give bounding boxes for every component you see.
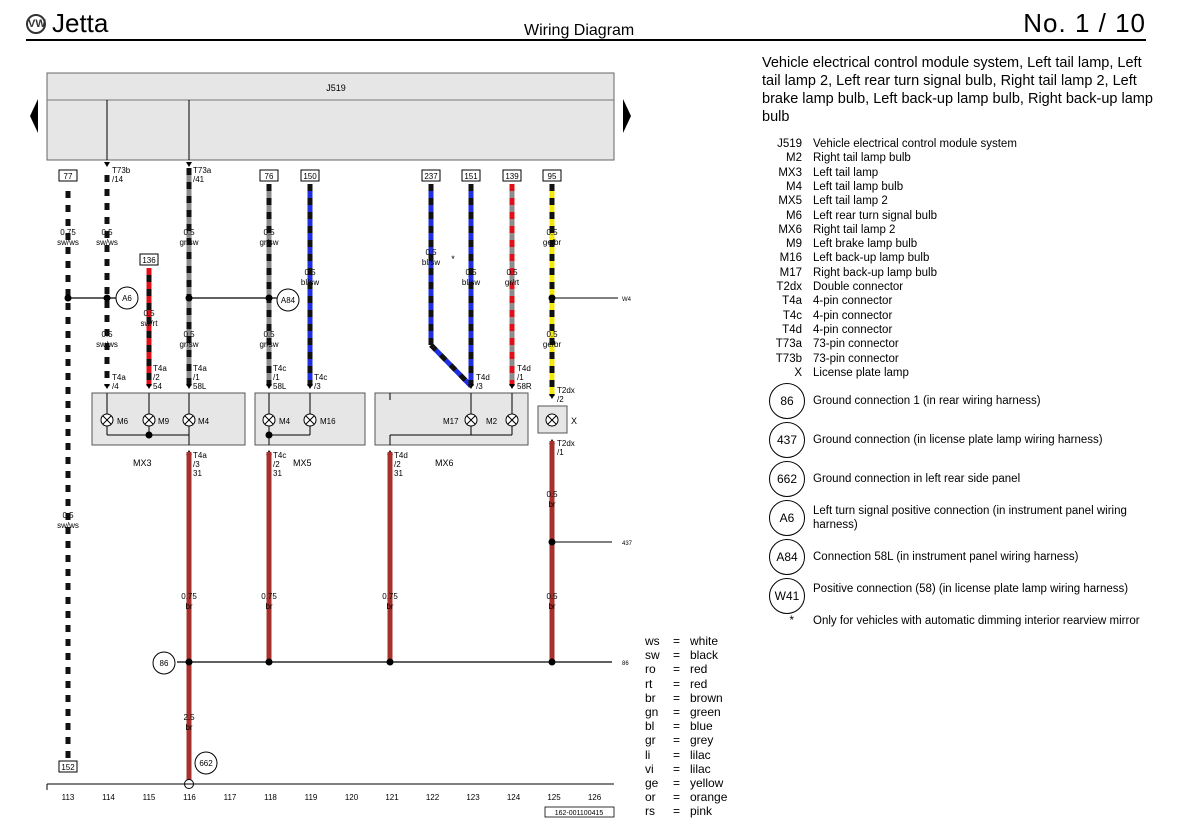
connector-arrow-icon bbox=[266, 384, 272, 389]
bulb-label: M9 bbox=[158, 417, 170, 426]
connector-name: T4d bbox=[394, 451, 408, 460]
connector-arrow-icon bbox=[146, 384, 152, 389]
color-abbrev: vi bbox=[645, 761, 654, 776]
wire-color: sw/rt bbox=[140, 319, 158, 328]
column-number: 113 bbox=[61, 793, 75, 802]
color-abbrev: or bbox=[645, 790, 656, 805]
column-number: 123 bbox=[466, 793, 480, 802]
circle-node-label: A6 bbox=[122, 294, 132, 303]
connector-arrow-icon bbox=[104, 162, 110, 167]
ref-box-label: 237 bbox=[424, 172, 438, 181]
color-name: brown bbox=[690, 690, 723, 705]
circle-node-label: 662 bbox=[199, 759, 213, 768]
component-label: MX6 bbox=[435, 458, 454, 468]
legend-connection-text: Left turn signal positive connection (in instrument panel wiring harness) bbox=[813, 505, 1127, 531]
connector-name: T4d bbox=[517, 364, 531, 373]
equals-sign: = bbox=[673, 733, 681, 748]
wire-gauge: 0.5 bbox=[546, 592, 558, 601]
connector-name: T4a bbox=[193, 451, 207, 460]
asterisk-mark: * bbox=[451, 254, 455, 264]
legend-text: Left tail lamp bbox=[813, 166, 879, 179]
connector-pin: 54 bbox=[153, 382, 162, 391]
column-number: 122 bbox=[425, 793, 440, 802]
wire-gauge: 0.5 bbox=[304, 268, 316, 277]
column-number: 121 bbox=[385, 793, 399, 802]
color-name: green bbox=[690, 705, 721, 719]
legend-code: T4a bbox=[782, 295, 802, 308]
legend-text: 4-pin connector bbox=[813, 323, 893, 336]
connector-arrow-icon bbox=[549, 394, 555, 399]
connector-pin: /2 bbox=[394, 460, 401, 469]
equals-sign: = bbox=[673, 690, 681, 705]
wire-gauge: 0.75 bbox=[261, 592, 277, 601]
legend-connection-circle: W41 bbox=[769, 578, 805, 614]
legend-connection-circle: 86 bbox=[769, 383, 805, 419]
connector-pin: 31 bbox=[273, 469, 282, 478]
wire-gauge: 0.75 bbox=[60, 228, 76, 237]
wire-gauge: 0.5 bbox=[183, 330, 195, 339]
color-name: red bbox=[690, 676, 708, 691]
wire-gauge: 0.75 bbox=[382, 592, 398, 601]
equals-sign: = bbox=[673, 776, 681, 790]
legend-text: Right tail lamp bulb bbox=[813, 152, 911, 165]
connector-arrow-icon bbox=[307, 384, 313, 389]
legend-text: Vehicle electrical control module system bbox=[813, 138, 1017, 150]
legend-code: MX3 bbox=[778, 166, 802, 179]
legend-code: MX5 bbox=[778, 195, 802, 208]
wire-color: gr/sw bbox=[259, 238, 279, 247]
legend-code: M6 bbox=[786, 209, 802, 222]
legend-text: 73-pin connector bbox=[813, 352, 899, 365]
ref-box-label: 151 bbox=[464, 172, 478, 181]
legend-code: M4 bbox=[786, 180, 802, 193]
connector-name: T4d bbox=[476, 373, 490, 382]
footnote-text: Only for vehicles with automatic dimming interior rearview mirror bbox=[813, 615, 1140, 627]
legend-connection-circle: 437 bbox=[769, 422, 805, 458]
edge-label: 437 bbox=[622, 541, 633, 547]
legend-connection-text: Positive connection (58) (in license plate lamp wiring harness) bbox=[813, 583, 1129, 595]
vw-logo-icon: VW bbox=[26, 14, 46, 34]
page-number: No. 1 / 10 bbox=[1023, 8, 1146, 38]
ref-box-label: 136 bbox=[142, 256, 156, 265]
legend-code: T73b bbox=[775, 352, 802, 365]
wire-color: gr/sw bbox=[179, 340, 199, 349]
column-number: 116 bbox=[183, 793, 196, 802]
connector-pin: /4 bbox=[112, 382, 119, 391]
legend-connection-text: Connection 58L (in instrument panel wiring harness) bbox=[813, 551, 1079, 563]
legend-code: M2 bbox=[786, 152, 802, 165]
wire-gauge: 0.75 bbox=[181, 592, 197, 601]
legend-code: T4c bbox=[782, 309, 802, 322]
legend-text: 73-pin connector bbox=[813, 338, 899, 351]
wire-color: bl/sw bbox=[421, 258, 441, 267]
ref-box-label: 77 bbox=[63, 172, 73, 181]
color-abbrev: br bbox=[645, 690, 656, 705]
ref-box-label: 95 bbox=[547, 172, 557, 181]
junction-dot bbox=[549, 659, 556, 666]
component-label: MX5 bbox=[293, 458, 312, 468]
ref-box-label: 152 bbox=[61, 763, 75, 772]
column-number: 124 bbox=[506, 793, 521, 802]
wire-gauge: 0.5 bbox=[425, 248, 437, 257]
equals-sign: = bbox=[673, 662, 681, 677]
wire-color: bl/sw bbox=[300, 278, 320, 287]
ref-box-label: 139 bbox=[505, 172, 519, 181]
ref-box-label: 150 bbox=[303, 172, 317, 181]
connector-pin: /2 bbox=[153, 373, 160, 382]
legend-code: M9 bbox=[786, 238, 802, 251]
junction-dot bbox=[186, 659, 193, 666]
connector-pin: /14 bbox=[112, 175, 124, 184]
wire-gauge: 2.5 bbox=[183, 713, 195, 722]
legend-text: License plate lamp bbox=[813, 366, 909, 379]
wire-gauge: 0.5 bbox=[546, 330, 558, 339]
connector-name: T4a bbox=[153, 364, 167, 373]
color-name: red bbox=[690, 662, 708, 677]
wire-color: bl/sw bbox=[461, 278, 481, 287]
edge-label: 86 bbox=[622, 661, 629, 667]
equals-sign: = bbox=[673, 804, 681, 819]
connector-pin: /3 bbox=[476, 382, 483, 391]
equals-sign: = bbox=[673, 719, 681, 734]
column-number: 125 bbox=[547, 793, 561, 802]
equals-sign: = bbox=[673, 705, 681, 719]
connector-pin: /1 bbox=[273, 373, 280, 382]
arrow-left-icon bbox=[30, 99, 38, 133]
legend-connection-circle: A6 bbox=[769, 500, 805, 536]
bulb-label: M17 bbox=[443, 417, 459, 426]
connector-pin: /2 bbox=[273, 460, 280, 469]
legend-connection-text: Ground connection (in license plate lamp wiring harness) bbox=[813, 434, 1103, 446]
legend-text: Left rear turn signal bulb bbox=[813, 209, 938, 222]
color-abbrev: rs bbox=[645, 804, 655, 819]
legend-code: MX6 bbox=[778, 223, 802, 236]
legend-text: 4-pin connector bbox=[813, 309, 893, 322]
wire-color: ge/br bbox=[542, 340, 562, 349]
wire-color: gr/sw bbox=[179, 238, 199, 247]
bulb-label: X bbox=[571, 416, 578, 426]
wire-gauge: 0.5 bbox=[546, 228, 558, 237]
ref-box-label: 76 bbox=[264, 172, 274, 181]
connector-name: T2dx bbox=[557, 386, 575, 395]
wire-gauge: 0.5 bbox=[546, 490, 558, 499]
color-abbrev: gn bbox=[645, 705, 659, 719]
circle-node-label: 86 bbox=[159, 659, 169, 668]
equals-sign: = bbox=[673, 761, 681, 776]
wire-gauge: 0.5 bbox=[101, 330, 113, 339]
color-abbrev: ws bbox=[645, 634, 660, 648]
color-name: black bbox=[690, 648, 719, 663]
wire-color: gr/sw bbox=[259, 340, 279, 349]
legend-text: Left tail lamp 2 bbox=[813, 195, 888, 208]
arrow-right-icon bbox=[623, 99, 631, 133]
wire-gauge: 0.5 bbox=[101, 228, 113, 237]
connector-name: T4c bbox=[273, 451, 287, 460]
connector-pin: /1 bbox=[193, 373, 200, 382]
connector-arrow-icon bbox=[509, 384, 515, 389]
color-abbrev: li bbox=[645, 747, 651, 762]
equals-sign: = bbox=[673, 634, 681, 648]
legend-code: T73a bbox=[775, 338, 802, 351]
module-label: J519 bbox=[326, 83, 346, 93]
wire-color: sw/ws bbox=[57, 238, 79, 247]
connector-pin: 58L bbox=[193, 382, 207, 391]
bulb-label: M2 bbox=[486, 417, 498, 426]
brand-name: Jetta bbox=[52, 8, 109, 38]
legend-code: J519 bbox=[777, 138, 802, 150]
column-number: 115 bbox=[142, 793, 156, 802]
wire-gauge: 0.5 bbox=[62, 511, 74, 520]
bulb-label: M4 bbox=[198, 417, 210, 426]
wire-gauge: 0.5 bbox=[263, 228, 275, 237]
wire-color: sw/ws bbox=[57, 521, 79, 530]
wire-gauge: 0.5 bbox=[143, 309, 155, 318]
wire-color: br bbox=[265, 602, 273, 611]
footnote-mark: * bbox=[789, 615, 794, 627]
column-number: 114 bbox=[102, 793, 115, 802]
color-abbrev: ro bbox=[645, 662, 656, 677]
junction-dot bbox=[266, 295, 273, 302]
junction-dot bbox=[266, 659, 273, 666]
legend-text: Double connector bbox=[813, 281, 904, 293]
connector-name: T73a bbox=[193, 166, 212, 175]
legend-text: Right tail lamp 2 bbox=[813, 223, 896, 236]
equals-sign: = bbox=[673, 790, 681, 805]
equals-sign: = bbox=[673, 747, 681, 762]
junction-dot bbox=[387, 659, 394, 666]
color-name: yellow bbox=[690, 776, 724, 790]
legend-text: Right back-up lamp bulb bbox=[813, 266, 938, 279]
wire-color: br bbox=[185, 602, 193, 611]
ref-code: 162-001100415 bbox=[554, 810, 604, 817]
connector-arrow-icon bbox=[104, 384, 110, 389]
connector-pin: /3 bbox=[314, 382, 321, 391]
color-name: pink bbox=[690, 804, 713, 819]
connector-name: T4a bbox=[112, 373, 126, 382]
connector-arrow-icon bbox=[186, 384, 192, 389]
junction-dot bbox=[146, 432, 153, 439]
color-name: grey bbox=[690, 733, 714, 748]
connector-pin: 31 bbox=[394, 469, 403, 478]
connector-name: T4c bbox=[314, 373, 328, 382]
color-name: lilac bbox=[690, 747, 711, 762]
legend-code: T4d bbox=[782, 323, 802, 336]
equals-sign: = bbox=[673, 676, 681, 691]
wire-color: ge/br bbox=[542, 238, 562, 247]
connector-pin: 31 bbox=[193, 469, 202, 478]
connector-pin: /41 bbox=[193, 175, 205, 184]
connector-pin: /2 bbox=[557, 395, 564, 404]
column-number: 119 bbox=[304, 793, 318, 802]
legend-text: Left brake lamp bulb bbox=[813, 238, 918, 251]
wire-color: br bbox=[185, 723, 193, 732]
bulb-label: M4 bbox=[279, 417, 291, 426]
connector-pin: 58R bbox=[517, 382, 532, 391]
junction-dot bbox=[266, 432, 273, 439]
color-abbrev: bl bbox=[645, 719, 655, 734]
color-name: orange bbox=[690, 790, 728, 805]
component-label: MX3 bbox=[133, 458, 152, 468]
wire-gauge: 0.5 bbox=[183, 228, 195, 237]
column-number: 118 bbox=[264, 793, 277, 802]
connector-pin: /1 bbox=[517, 373, 524, 382]
connector-name: T4c bbox=[273, 364, 287, 373]
color-name: white bbox=[690, 634, 719, 648]
wire-gauge: 0.5 bbox=[263, 330, 275, 339]
legend-connection-text: Ground connection in left rear side panel bbox=[813, 473, 1021, 485]
edge-label: W4 bbox=[622, 297, 631, 303]
color-abbrev: gr bbox=[645, 733, 656, 748]
page-title: Wiring Diagram bbox=[524, 22, 635, 39]
column-number: 117 bbox=[223, 793, 237, 802]
circle-node-label: A84 bbox=[280, 296, 296, 305]
wire-color: br bbox=[386, 602, 394, 611]
color-abbrev: sw bbox=[645, 648, 660, 663]
wire-color: gr/rt bbox=[504, 278, 520, 287]
color-abbrev: ge bbox=[645, 776, 659, 790]
legend-code: M16 bbox=[779, 252, 802, 265]
legend-connection-circle: 662 bbox=[769, 461, 805, 497]
connector-arrow-icon bbox=[186, 162, 192, 167]
column-number: 120 bbox=[344, 793, 359, 802]
wire-color: br bbox=[548, 500, 556, 509]
color-name: blue bbox=[690, 719, 713, 734]
legend-text: 4-pin connector bbox=[813, 295, 893, 308]
legend-code: M17 bbox=[779, 266, 802, 279]
wire-gauge: 0.5 bbox=[465, 268, 477, 277]
connector-name: T2dx bbox=[557, 439, 575, 448]
wire-color: sw/ws bbox=[96, 238, 118, 247]
column-number: 126 bbox=[587, 793, 602, 802]
legend-code: T2dx bbox=[776, 281, 802, 293]
legend-connection-text: Ground connection 1 (in rear wiring harness) bbox=[813, 395, 1041, 407]
legend-text: Left tail lamp bulb bbox=[813, 180, 904, 193]
connector-name: T4a bbox=[193, 364, 207, 373]
color-name: lilac bbox=[690, 761, 711, 776]
connector-pin: /1 bbox=[557, 448, 564, 457]
connector-pin: 58L bbox=[273, 382, 287, 391]
diagram-description: Vehicle electrical control module system, Left tail lamp, Left tail lamp 2, Left rear turn signal bulb, Right tail lamp 2, Left brake lamp bulb, Left back-up lamp bulb, Right back-up lamp bulb bbox=[762, 55, 1153, 125]
wire-color: br bbox=[548, 602, 556, 611]
bulb-label: M6 bbox=[117, 417, 129, 426]
wire-color: sw/ws bbox=[96, 340, 118, 349]
connector-pin: /3 bbox=[193, 460, 200, 469]
connector-name: T73b bbox=[112, 166, 131, 175]
legend-code: X bbox=[794, 366, 802, 379]
color-abbrev: rt bbox=[645, 676, 653, 691]
equals-sign: = bbox=[673, 648, 681, 663]
legend-text: Left back-up lamp bulb bbox=[813, 252, 930, 265]
wire-gauge: 0.5 bbox=[506, 268, 518, 277]
legend-connection-circle: A84 bbox=[769, 539, 805, 575]
bulb-label: M16 bbox=[320, 417, 336, 426]
